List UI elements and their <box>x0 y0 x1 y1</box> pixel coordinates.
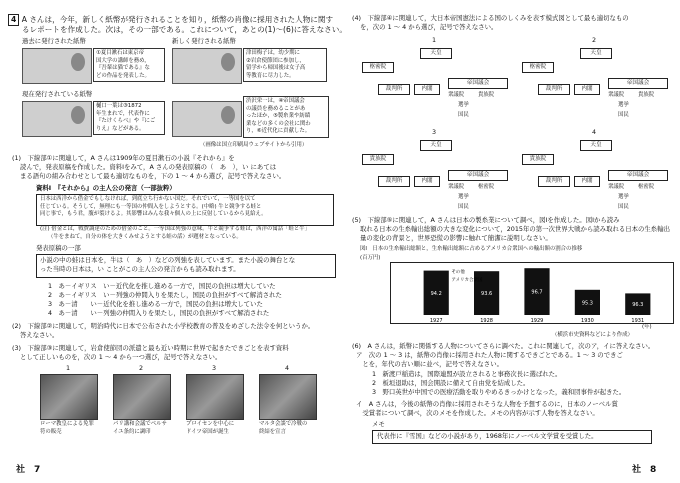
page-number-left: 社 7 <box>16 465 41 475</box>
shiryo-title: 資料Ⅰ 『それから』の主人公の発言（一部抜粋） <box>36 184 176 192</box>
shiryo-note: (注) 借金とは，戦費調達のための借金のこと。一等国は列強の意味。牛と競争する蛙は，西洋の寓話「蛙と牛」 <box>40 226 311 232</box>
q2-line: (2) 下線部②に関連して，明治時代に日本で公布された小学校教育の普及をめざした法令を何というか。 <box>12 322 315 330</box>
tsuda-bill-image <box>172 48 242 84</box>
q6-item: 3 野口英世が中国での医療活動を取りやめるきっかけとなった，義和団事件が起きた。 <box>372 388 626 396</box>
diagram-2: 2 天皇 枢密院 裁判所 内閣 帝国議会 衆議院 貴族院 選挙 国民 <box>522 36 672 126</box>
bar-percent-label: 96.3 <box>632 302 644 309</box>
higuchi-note: 樋口一葉は③1872 年生まれで，代表作に 『たけくらべ』や『にご りえ』などがある。 <box>93 101 165 135</box>
x-tick-label: 1929 <box>530 318 544 323</box>
photo-1 <box>40 374 98 420</box>
option-4: 4 あ－清 い－列強の仲間入りを果たし，国民の負担がすべて解消された <box>48 309 270 317</box>
x-tick-label: 1930 <box>581 318 594 323</box>
chart-title: 図Ⅰ 日本の生糸輸出総額と，生糸輸出総額に占めるアメリカ合衆国への輸出額の割合の推移 <box>360 246 583 252</box>
draft-label: 発表原稿の一部 <box>36 244 81 252</box>
bar-percent-label: 95.3 <box>581 300 593 307</box>
photo-4 <box>259 374 317 420</box>
photo-number: 2 <box>139 364 144 372</box>
photo-caption: パリ講和会議でベルサ イユ条約に調印 <box>113 421 167 435</box>
past-bills-label: 過去に発行された紙幣 <box>22 37 86 45</box>
q5-line: 量の変化の背景と，世界恐慌の影響に触れて簡潔に説明しなさい。 <box>360 234 552 242</box>
x-tick-label: 1928 <box>480 318 493 323</box>
q6-line: ア 次の 1 ～ 3 は，紙幣の肖像に採用された人物に関するできごとである。1 ～ 3 のできご <box>356 351 623 359</box>
option-1: 1 あ－イギリス い－近代化を推し進める一方で，国民の負担は増大していた <box>48 282 276 290</box>
bar-percent-label: 93.6 <box>481 291 493 298</box>
x-tick-label: 1931 <box>631 318 645 323</box>
question-number: 4 <box>8 14 19 26</box>
shibusawa-bill-image <box>172 101 242 137</box>
q4-line: (4) 下線部④に関連して，大日本帝国憲法による国のしくみを表す模式図として最も適切なもの <box>352 14 629 22</box>
right-page <box>342 0 680 483</box>
q2-line: 答えなさい。 <box>20 331 59 339</box>
x-tick-label: 1927 <box>429 318 443 323</box>
bar-percent-label: 96.7 <box>531 289 543 296</box>
q6-item: 1 新渡戸稲造は，国際連盟が設立されると事務次長に選ばれた。 <box>372 370 562 378</box>
current-bills-label: 現在発行されている紙幣 <box>22 90 93 98</box>
photo-caption: マルタ会談で冷戦の 終結を宣言 <box>259 421 308 435</box>
tsuda-note: 津田梅子は，幼少期に ②岩倉使節団に参加し， 留学から帰国後は女子高 等教育に尽力した。 <box>243 48 327 82</box>
export-chart <box>390 262 674 324</box>
photo-2 <box>113 374 171 420</box>
shiryo-note: （牛をまねて，自分の体を大きくみせようとする蛙の話）が題材となっている。 <box>48 234 242 240</box>
chart-xlabel: (年) <box>642 324 652 330</box>
q1-line: まる語句の組み合わせとして最も適切なものを，下の 1 ～ 4 から選び，記号で答えなさい。 <box>20 172 286 180</box>
memo-label: メモ <box>372 420 385 428</box>
photo-caption: ローマ教皇による免罪 符の販売 <box>40 421 94 435</box>
q6-item: 2 板垣退助は，国会開設に備えて自由党を結成した。 <box>372 379 530 387</box>
legend-usa: アメリカ合衆国 <box>451 278 483 283</box>
photo-caption: プロイセンを中心に ドイツ帝国が誕生 <box>186 421 235 435</box>
shiryo-box: 日本は西洋から借金でもしなければ，到底立ち行かない国だ。それでいて，一等国を以て 任じている。そうして，無理にも一等国の仲間入をしようとする。(中略) 牛と競争する蛙と 同じ事で，もう君，腹が裂けるよ。其影響はみんな我々個人の上に反射しているから見給え。 <box>36 194 334 226</box>
shibusawa-note: 渋沢栄一は，④帝国議会 の議員を務めることがあ ったほか，⑤製糸業や紡績 業などの多くの会社に関わ り，⑥近代化に貢献した。 <box>243 96 329 138</box>
photo-number: 4 <box>285 364 290 372</box>
q3-line: として正しいものを，次の 1 ～ 4 から一つ選び，記号で答えなさい。 <box>20 353 222 361</box>
natsume-bill-image <box>22 48 92 84</box>
q1-line: (1) 下線部①に関連して，A さんは1909年の夏目漱石の小説『それから』を <box>12 154 235 162</box>
chart-ylabel: (百万円) <box>360 255 381 261</box>
higuchi-bill-image <box>22 101 92 137</box>
q6-line: (6) A さんは，紙幣に関係する人物についてさらに調べた。これに関連して，次のア，イに答えなさい。 <box>352 342 655 350</box>
page-number-right: 社 8 <box>632 465 657 475</box>
intro-line: るレポートを作成した。次は，その一部である。これについて，あとの(1)～(6)に答えなさい。 <box>22 25 347 34</box>
draft-box: 小説の中の蛙は日本を，牛は（ あ ）などの列強を表しています。また小説の舞台とな った当時の日本は，い ことがこの主人公の発言からも読み取れます。 <box>36 254 336 278</box>
q6-line: とを，年代の古い順に並べ，記号で答えなさい。 <box>356 360 503 368</box>
diagram-1: 1 天皇 枢密院 裁判所 内閣 帝国議会 衆議院 貴族院 選挙 国民 <box>362 36 512 126</box>
bar-percent-label: 94.2 <box>430 290 442 297</box>
q5-line: 取れる日本の生糸輸出総額の大きな変化について，2015年の第一次世界大戦から読み取れる日本の生糸輸出 <box>360 225 670 233</box>
q3-line: (3) 下線部③に関連して，岩倉使節団の派遣と最も近い時期に世界で起きたできごとを表す資料 <box>12 344 289 352</box>
diagram-3: 3 天皇 貴族院 裁判所 内閣 帝国議会 衆議院 枢密院 選挙 国民 <box>362 128 512 218</box>
legend-other: その他 <box>451 270 465 275</box>
intro-line: A さんは，今年，新しく紙幣が発行されることを知り，紙幣の肖像に採用された人物に関す <box>21 15 334 24</box>
q1-line: 読んで，発表原稿を作成した。資料Ⅰをみて，A さんの発表原稿の（ あ ），い にあては <box>20 163 277 171</box>
q6-i-line: 受賞者について調べ，次のメモを作成した。メモの内容が示す人物を答えなさい。 <box>356 409 599 417</box>
option-3: 3 あ－清 い－近代化を推し進める一方で，国民の負担は増大していた <box>48 300 263 308</box>
q5-line: (5) 下線部⑤に関連して，A さんは日本の製糸業について調べ，図Ⅰを作成した。図Ⅰから読み <box>352 216 620 224</box>
memo-box: 代表作に『雪国』などの小説があり，1968年にノーベル文学賞を受賞した。 <box>372 430 652 444</box>
diagram-4: 4 天皇 貴族院 裁判所 内閣 帝国議会 衆議院 枢密院 選挙 国民 <box>522 128 672 218</box>
chart-note: （横浜市史資料などにより作成） <box>552 332 633 338</box>
natsume-note: ①夏目漱石は東京帝 国大学の講師を務め， 『吾輩は猫である』な どの作品を発表した。 <box>93 48 165 82</box>
option-2: 2 あ－イギリス い－列強の仲間入りを果たし，国民の負担がすべて解消された <box>48 291 282 299</box>
photo-number: 1 <box>66 364 71 372</box>
q4-line: を，次の 1 ～ 4 から選び，記号で答えなさい。 <box>360 23 498 31</box>
image-source: （画像は国立印刷局ウェブサイトから引用） <box>200 142 308 148</box>
export-chart-svg <box>391 263 673 323</box>
photo-number: 3 <box>212 364 217 372</box>
new-bills-label: 新しく発行される紙幣 <box>172 37 236 45</box>
q6-i-line: イ A さんは，今後の紙幣の肖像に採用されそうな人物を予想するのに，日本のノーベル賞 <box>356 400 618 408</box>
photo-3 <box>186 374 244 420</box>
